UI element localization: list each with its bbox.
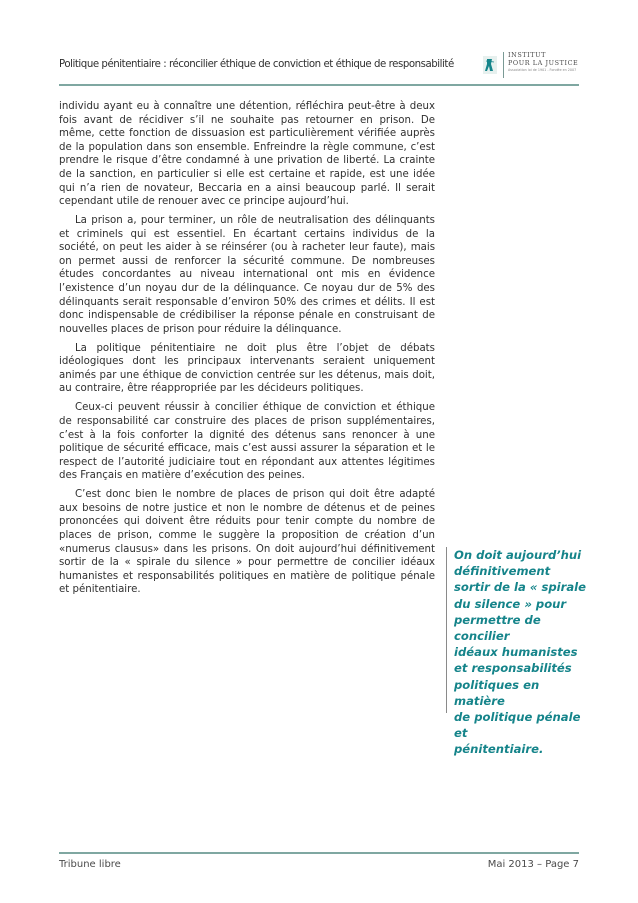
- footer-publication: Tribune libre: [59, 859, 121, 870]
- logo-line-1: INSTITUT: [508, 51, 546, 59]
- logo-line-2: POUR LA JUSTICE: [508, 59, 579, 67]
- main-text: [59, 100, 435, 602]
- pull-quote: [446, 547, 587, 757]
- paragraph-2: La prison a, pour terminer, un rôle de neutralisation des délinquants et criminels qui est essentiel. En écartant certains individus de la société, on peut les aider à se réinsérer (ou à racheter leur faute), mais on permet aussi de renforcer la sécurité commune. De nombreuses études concordantes au niveau international ont mis en évidence l’existence d’un noyau dur de la délinquance. Ce noyau dur de 5% des délinquants serait responsable d’environ 50% des crimes et délits. Il est donc indispensable de crédibiliser la réponse pénale en construisant de nouvelles places de prison pour réduire la délinquance.: [59, 215, 435, 335]
- logo-wordmark: [508, 51, 578, 67]
- header-divider: [59, 84, 579, 86]
- paragraph-3: La politique pénitentiaire ne doit plus être l’objet de débats idéologiques dont les principaux intervenants seraient uniquement animés par une éthique de conviction centrée sur les détenus, mais doit, au contraire, être réappropriée par les décideurs politiques.: [59, 342, 435, 395]
- pull-quote-text: On doit aujourd’hui définitivement sortir de la « spirale du silence » pour permettre de concilier idéaux humanistes et responsabilités politiques en matière de politique pénale et pénitentiaire.: [454, 548, 587, 757]
- header-title: Politique pénitentiaire : réconcilier éthique de conviction et éthique de responsabilité: [59, 59, 454, 70]
- logo-tagline: Association loi de 1901 - Fondée en 2007: [508, 68, 577, 72]
- footer-divider: [59, 852, 579, 854]
- paragraph-4: Ceux-ci peuvent réussir à concilier éthique de conviction et éthique de responsabilité car construire des places de prison supplémentaires, c’est à la fois conforter la dignité des détenus sans renoncer à une politique de sécurité efficace, mais c’est aussi assurer la séparation et le respect de l’autorité judiciaire tout en répondant aux attentes légitimes des Français en matière d’exécution des peines.: [59, 402, 435, 482]
- logo-separator: [503, 52, 504, 78]
- page-header: [59, 46, 579, 82]
- justice-figure-icon: [483, 56, 497, 74]
- paragraph-1: individu ayant eu à connaître une détention, réfléchira peut-être à deux fois avant de récidiver s’il ne souhaite pas retourner en prison. De même, cette fonction de dissuasion est particulièrement vérifiée auprès de la population dans son ensemble. Enfreindre la règle commune, c’est prendre le risque d’être condamné à une privation de liberté. La crainte de la sanction, en particulier si elle est certaine et rapide, est une idée qui n’a rien de novateur, Beccaria en a ainsi beaucoup parlé. Il serait cependant utile de renouer avec ce principe aujourd’hui.: [59, 101, 435, 208]
- paragraph-5: C’est donc bien le nombre de places de prison qui doit être adapté aux besoins de notre justice et non le nombre de détenus et de peines prononcées qui doivent être réduits pour tenir compte du nombre de places de prison, comme le suggère la proposition de création d’un «numerus clausus» dans les prisons. On doit aujourd’hui définitivement sortir de la « spirale du silence » pour permettre de concilier idéaux humanistes et responsabilités politiques en matière de politique pénale et pénitentiaire.: [59, 489, 435, 596]
- institute-logo: [483, 50, 583, 80]
- footer-page-number: Mai 2013 – Page 7: [487, 859, 579, 870]
